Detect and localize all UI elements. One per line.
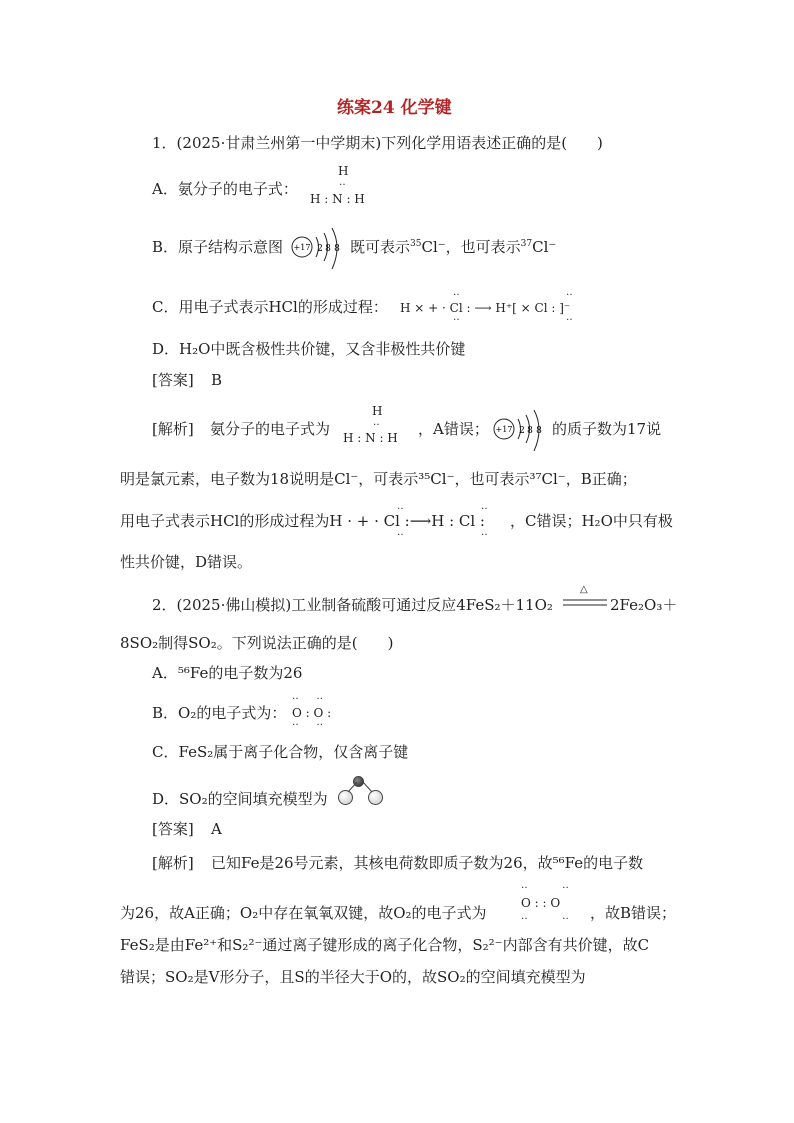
nucleus-charge: +17 xyxy=(293,243,311,252)
shell-3-count: 8 xyxy=(334,244,340,254)
page-title: 练案24 化学键 xyxy=(337,98,452,118)
shell-2-count-2: 8 xyxy=(527,426,533,436)
o2-2-dots-top: ‥ ‥ xyxy=(521,880,570,891)
q2-analysis-1: 已知Fe是26号元素，其核电荷数即质子数为26，故⁵⁶Fe的电子数 xyxy=(211,854,644,872)
q1-option-d: D．H₂O中既含极性共价键，又含非极性共价键 xyxy=(152,340,466,358)
o2-dots-top: ‥ ‥ xyxy=(292,691,325,702)
q1-answer: B xyxy=(211,371,223,389)
q2-stem-1b: 2Fe₂O₃＋ xyxy=(610,596,678,614)
nucleus-charge-2: +17 xyxy=(495,425,513,434)
shell-3-count-2: 8 xyxy=(536,426,542,436)
q1-analysis-3a: 用电子式表示HCl的形成过程为H · + · Cl :⟶H : Cl : xyxy=(120,512,485,530)
o2-2-electron-formula: O : : O xyxy=(521,896,561,910)
nh3-row: H : N : H xyxy=(310,192,365,206)
q1-stem: 1．(2025·甘肃兰州第一中学期末)下列化学用语表述正确的是( ) xyxy=(152,134,603,152)
chlorine-ion-structure-diagram-2 xyxy=(492,405,554,453)
nh3-2-dots: ‥ xyxy=(373,417,381,428)
nh3-2-top-h: H xyxy=(372,404,383,418)
q2-answer: A xyxy=(211,820,222,838)
ana3-dots-bottom-2: ‥ xyxy=(481,527,489,538)
q2-analysis-label: [解析] xyxy=(152,854,194,872)
q2-analysis-2b: ，故B错误； xyxy=(590,904,677,922)
c-dots-top-2: ‥ xyxy=(566,287,574,298)
q1-option-a: A．氨分子的电子式： xyxy=(152,180,298,198)
q2-option-d: D．SO₂的空间填充模型为 xyxy=(152,790,328,808)
q2-stem-2: 8SO₂制得SO₂。下列说法正确的是( ) xyxy=(120,634,394,652)
nh3-lone-pair-dots: ‥ xyxy=(339,177,347,188)
o2-dots-bottom: ‥ ‥ xyxy=(292,717,325,728)
o2-2-dots-bottom: ‥ ‥ xyxy=(521,911,570,922)
shell-2-count: 8 xyxy=(325,244,331,254)
q2-analysis-2a: 为26，故A正确；O₂中存在氧氧双键，故O₂的电子式为 xyxy=(120,904,487,922)
reaction-equals-sign xyxy=(563,599,607,607)
q2-stem-1: 2．(2025·佛山模拟)工业制备硫酸可通过反应4FeS₂＋11O₂ xyxy=(152,596,553,614)
ana3-dots-top-2: ‥ xyxy=(481,501,489,512)
q2-option-a: A．⁵⁶Fe的电子数为26 xyxy=(152,664,303,682)
shell-1-count: 2 xyxy=(317,244,323,254)
iso1-mass: 35 xyxy=(410,239,422,249)
b-suffix: 既可表示 xyxy=(350,238,411,256)
q1-option-b: B．原子结构示意图 xyxy=(152,238,284,256)
q1-analysis-1c: 的质子数为17说 xyxy=(552,420,662,438)
iso2-mass: 37 xyxy=(520,239,533,249)
c-dots-bottom-1: ‥ xyxy=(453,312,461,323)
iso2: Cl⁻ xyxy=(532,238,557,256)
q1-option-c: C．用电子式表示HCl的形成过程： xyxy=(152,298,388,316)
q1-analysis-3b: ，C错误；H₂O中只有极 xyxy=(510,512,673,530)
q1-analysis-label: [解析] xyxy=(152,420,194,438)
q1-option-b-text xyxy=(350,240,556,255)
q2-option-c: C．FeS₂属于离子化合物，仅含离子键 xyxy=(152,743,409,761)
q1-answer-label: [答案] xyxy=(152,371,194,389)
q2-option-b: B．O₂的电子式为： xyxy=(152,704,287,722)
o2-electron-formula: O : O : xyxy=(292,706,332,720)
iso1: Cl⁻，也可表示 xyxy=(421,238,521,256)
so2-bonds xyxy=(340,778,380,798)
q1-analysis-1a: 氨分子的电子式为 xyxy=(210,420,331,438)
reaction-condition-heat: △ xyxy=(580,584,588,595)
q1-analysis-2: 明是氯元素，电子数为18说明是Cl⁻，可表示³⁵Cl⁻，也可表示³⁷Cl⁻，B正确； xyxy=(120,470,637,488)
q1-analysis-1b: ，A错误； xyxy=(418,420,489,438)
ana3-dots-bottom-1: ‥ xyxy=(397,527,405,538)
nh3-top-h: H xyxy=(338,164,349,178)
q1-analysis-4: 性共价键，D错误。 xyxy=(120,553,253,571)
shell-1-count-2: 2 xyxy=(519,426,525,436)
q2-analysis-3: FeS₂是由Fe²⁺和S₂²⁻通过离子键形成的离子化合物，S₂²⁻内部含有共价键，故C xyxy=(120,936,650,954)
nh3-2-row: H : N : H xyxy=(343,431,398,445)
ana3-dots-top-1: ‥ xyxy=(397,501,405,512)
hcl-formation-equation: H × + · Cl : ⟶ H⁺[ × Cl : ]⁻ xyxy=(400,301,571,315)
q2-answer-label: [答案] xyxy=(152,820,194,838)
c-dots-bottom-2: ‥ xyxy=(566,312,574,323)
c-dots-top-1: ‥ xyxy=(453,287,461,298)
chlorine-ion-structure-diagram xyxy=(290,225,352,273)
q2-analysis-4: 错误；SO₂是V形分子，且S的半径大于O的，故SO₂的空间填充模型为 xyxy=(120,968,586,986)
